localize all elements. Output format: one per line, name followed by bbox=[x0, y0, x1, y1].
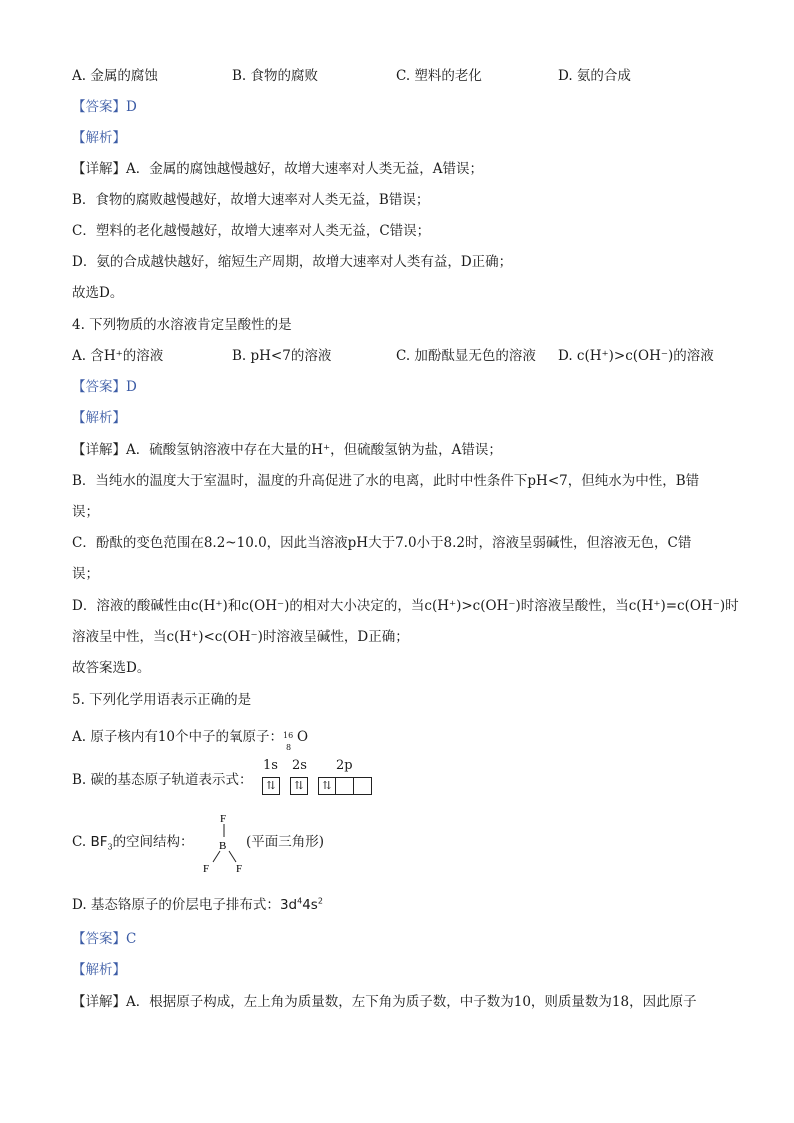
bf3-structure-diagram bbox=[200, 806, 250, 874]
q5-detail-line: 【详解】A．根据原子构成，左上角为质量数，左下角为质子数，中子数为10，则质量数为18，因此原子 bbox=[72, 994, 697, 1010]
q3-detail-line: 【详解】A．金属的腐蚀越慢越好，故增大速率对人类无益，A错误； bbox=[72, 161, 483, 177]
orbital-label-2s: 2s bbox=[292, 758, 307, 773]
config-4s: 4s bbox=[302, 897, 318, 913]
q5-option-a-text: A. 原子核内有10个中子的氧原子： bbox=[72, 729, 284, 745]
bf3-formula: BF bbox=[90, 834, 108, 850]
q4-detail-line: D．溶液的酸碱性由c(H⁺)和c(OH⁻)的相对大小决定的，当c(H⁺)>c(OH⁻)时溶液呈酸性，当c(H⁺)=c(OH⁻)时 bbox=[72, 598, 739, 614]
q4-title: 4. 下列物质的水溶液肯定呈酸性的是 bbox=[72, 317, 292, 333]
atom-center: B bbox=[219, 840, 227, 852]
orbital-2s bbox=[290, 777, 308, 795]
q5-option-d-text: D. 基态铬原子的价层电子排布式： bbox=[72, 897, 280, 913]
orbital-box: ⇅ bbox=[262, 777, 280, 795]
isotope-mass-number: 16 bbox=[283, 730, 294, 740]
q5-option-c-suffix: (平面三角形) bbox=[246, 834, 325, 850]
q5-analysis-label: 【解析】 bbox=[72, 962, 126, 978]
q5-option-a bbox=[72, 727, 309, 752]
orbital-label-2p: 2p bbox=[336, 758, 353, 773]
orbital-box: ⇅ bbox=[318, 777, 336, 795]
q3-detail-line: B．食物的腐败越慢越好，故增大速率对人类无益，B错误； bbox=[72, 192, 430, 208]
q4-option-c: C. 加酚酞显无色的溶液 bbox=[396, 348, 536, 364]
orbital-box bbox=[336, 777, 354, 795]
bond-line bbox=[229, 851, 236, 862]
chromium-config bbox=[280, 897, 323, 913]
atom-left: F bbox=[203, 863, 210, 874]
q5-option-c-mid: 的空间结构： bbox=[112, 834, 194, 850]
atom-right: F bbox=[236, 863, 243, 874]
q3-detail-line: D．氨的合成越快越好，缩短生产周期，故增大速率对人类有益，D正确； bbox=[72, 254, 513, 270]
q3-option-c: C. 塑料的老化 bbox=[396, 68, 482, 84]
q4-detail-line: 误； bbox=[72, 566, 99, 582]
q4-detail-line: 溶液呈中性，当c(H⁺)<c(OH⁻)时溶液呈碱性，D正确； bbox=[72, 629, 409, 645]
q3-answer: 【答案】D bbox=[72, 99, 137, 115]
q4-option-d: D. c(H⁺)>c(OH⁻)的溶液 bbox=[558, 348, 714, 364]
q4-detail-line: B．当纯水的温度大于室温时，温度的升高促进了水的电离，此时中性条件下pH<7，但纯水为中性，B错 bbox=[72, 473, 700, 489]
q3-option-b: B. 食物的腐败 bbox=[232, 68, 319, 84]
orbital-1s bbox=[262, 777, 280, 795]
q4-option-b: B. pH<7的溶液 bbox=[232, 348, 332, 364]
q5-answer: 【答案】C bbox=[72, 931, 137, 947]
q4-detail-line: 故答案选D。 bbox=[72, 660, 151, 676]
q3-option-d: D. 氨的合成 bbox=[558, 68, 631, 84]
orbital-2p bbox=[318, 777, 372, 795]
q4-detail-line: 【详解】A．硫酸氢钠溶液中存在大量的H⁺，但硫酸氢钠为盐，A错误； bbox=[72, 442, 502, 458]
bf3-subscript: 3 bbox=[107, 842, 113, 852]
config-4s-electrons: 2 bbox=[317, 896, 323, 906]
q3-analysis-label: 【解析】 bbox=[72, 130, 126, 146]
q4-detail-line: 误； bbox=[72, 504, 99, 520]
atom-top: F bbox=[220, 813, 227, 825]
orbital-label-1s: 1s bbox=[263, 758, 278, 773]
config-3d: 3d bbox=[279, 897, 298, 913]
q4-answer: 【答案】D bbox=[72, 379, 137, 395]
isotope-atomic-number: 8 bbox=[286, 742, 292, 752]
bond-line bbox=[213, 851, 220, 862]
orbital-box: ⇅ bbox=[290, 777, 308, 795]
q5-option-b-text: B. 碳的基态原子轨道表示式： bbox=[72, 772, 253, 788]
isotope-symbol: O bbox=[297, 729, 309, 745]
oxygen-isotope bbox=[283, 728, 297, 752]
orbital-box bbox=[354, 777, 372, 795]
q4-detail-line: C．酚酞的变色范围在8.2~10.0，因此当溶液pH大于7.0小于8.2时，溶液呈弱碱性，但溶液无色，C错 bbox=[72, 535, 692, 551]
q5-option-c bbox=[72, 832, 194, 852]
q4-analysis-label: 【解析】 bbox=[72, 410, 126, 426]
config-3d-electrons: 4 bbox=[297, 896, 303, 906]
q5-option-d bbox=[72, 895, 323, 915]
q4-option-a: A. 含H⁺的溶液 bbox=[72, 348, 164, 364]
q3-detail-line: 故选D。 bbox=[72, 285, 124, 301]
q3-option-a: A. 金属的腐蚀 bbox=[72, 68, 158, 84]
q5-option-c-prefix: C. bbox=[72, 834, 87, 850]
q5-title: 5. 下列化学用语表示正确的是 bbox=[72, 692, 252, 708]
q3-detail-line: C．塑料的老化越慢越好，故增大速率对人类无益，C错误； bbox=[72, 223, 431, 239]
